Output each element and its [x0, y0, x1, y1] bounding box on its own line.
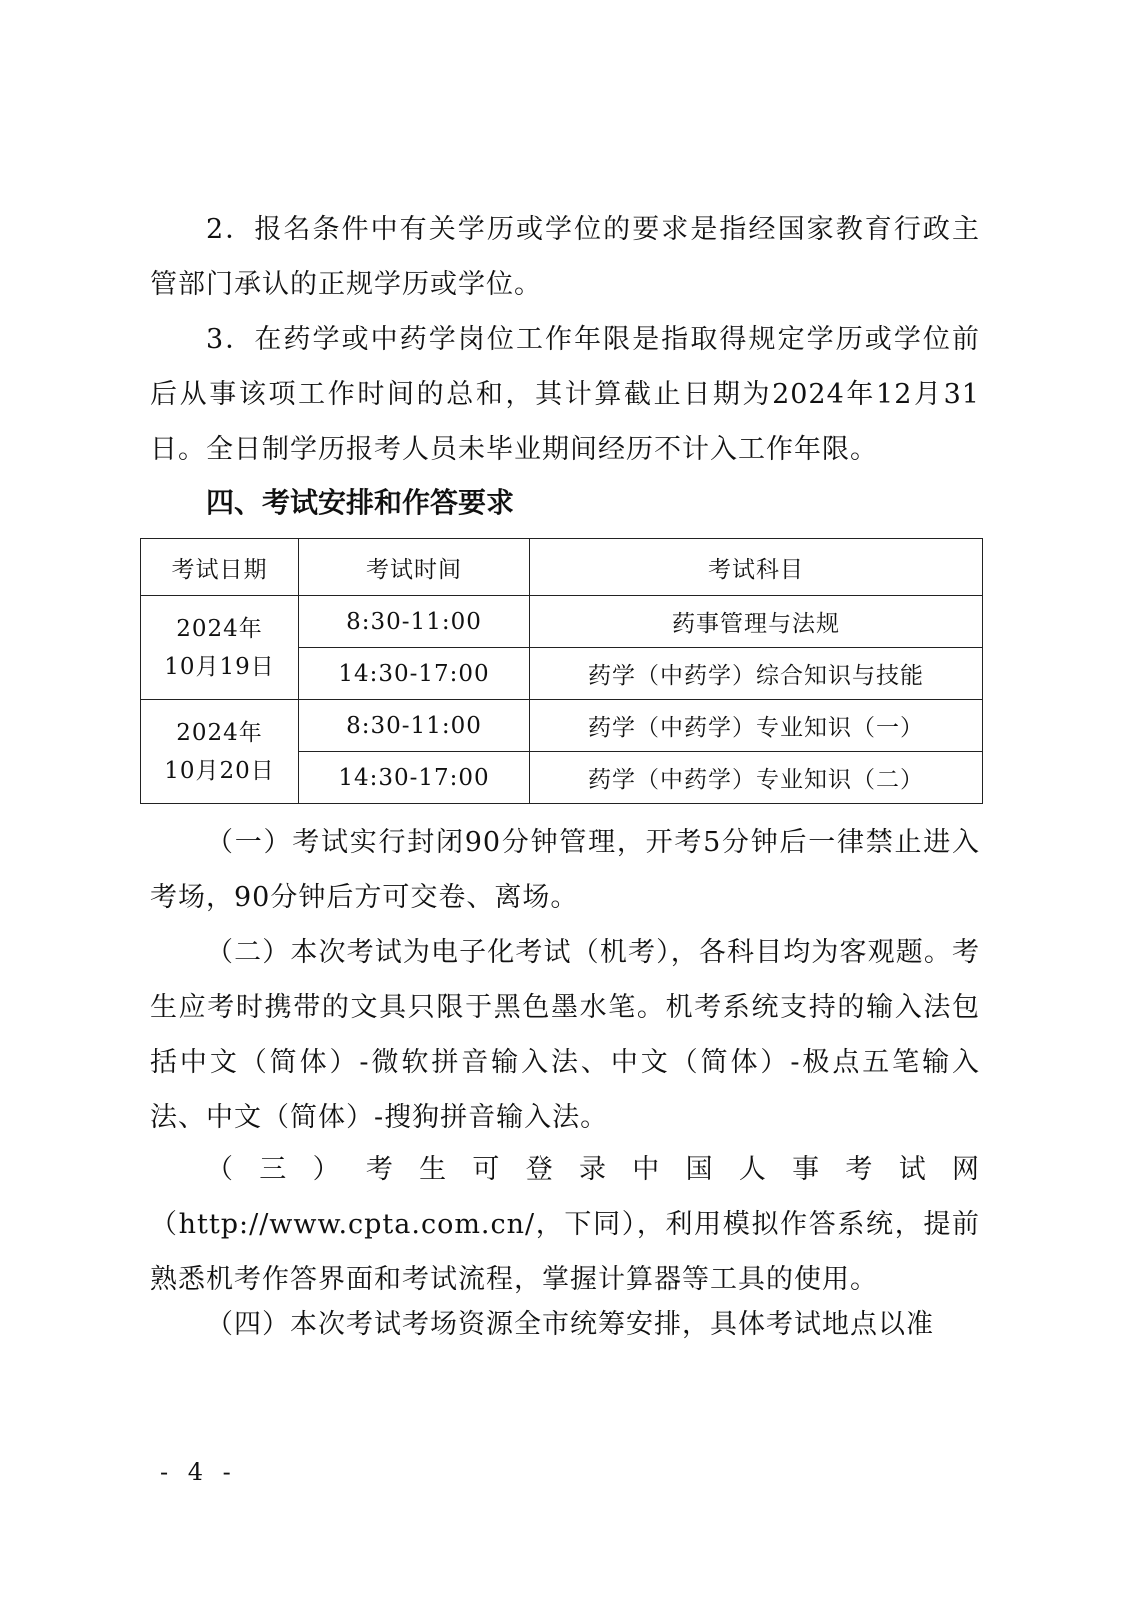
section-heading-exam-arrangement: 四、考试安排和作答要求	[206, 486, 515, 519]
exam-time-cell: 8:30-11:00	[299, 596, 530, 648]
exam-date-cell	[141, 700, 299, 804]
exam-date-cell	[141, 596, 299, 700]
exam-date-year: 2024年	[176, 615, 263, 642]
header-exam-time: 考试时间	[299, 539, 530, 596]
header-exam-date: 考试日期	[141, 539, 299, 596]
table-row	[141, 700, 983, 752]
exam-date-day: 10月19日	[164, 653, 275, 680]
exam-time-cell: 14:30-17:00	[299, 752, 530, 804]
page-number: - 4 -	[160, 1458, 237, 1486]
paragraph-work-years: 3．在药学或中药学岗位工作年限是指取得规定学历或学位前后从事该项工作时间的总和，其计算截止日期为2024年12月31日。全日制学历报考人员未毕业期间经历不计入工作年限。	[150, 324, 980, 465]
table-header-row	[141, 539, 983, 596]
rule-mock-system: （三）考生可登录中国人事考试网（http://www.cpta.com.cn/，下同），利用模拟作答系统，提前熟悉机考作答界面和考试流程，掌握计算器等工具的使用。	[150, 1154, 980, 1295]
header-exam-subject: 考试科目	[530, 539, 983, 596]
exam-schedule-table	[140, 538, 983, 804]
exam-subject-cell: 药学（中药学）综合知识与技能	[530, 648, 983, 700]
exam-subject-cell: 药学（中药学）专业知识（一）	[530, 700, 983, 752]
exam-subject-cell: 药事管理与法规	[530, 596, 983, 648]
exam-subject-cell: 药学（中药学）专业知识（二）	[530, 752, 983, 804]
paragraph-education-requirement: 2．报名条件中有关学历或学位的要求是指经国家教育行政主管部门承认的正规学历或学位。	[150, 214, 980, 300]
exam-time-cell: 14:30-17:00	[299, 648, 530, 700]
rule-computer-exam: （二）本次考试为电子化考试（机考），各科目均为客观题。考生应考时携带的文具只限于黑色墨水笔。机考系统支持的输入法包括中文（简体）-微软拼音输入法、中文（简体）-极点五笔输入法、中文（简体）-搜狗拼音输入法。	[150, 937, 980, 1133]
table-row	[141, 596, 983, 648]
exam-date-day: 10月20日	[164, 757, 275, 784]
rule-exam-venue: （四）本次考试考场资源全市统筹安排，具体考试地点以准	[206, 1309, 934, 1340]
rule-closed-management: （一）考试实行封闭90分钟管理，开考5分钟后一律禁止进入考场，90分钟后方可交卷、离场。	[150, 827, 980, 913]
exam-time-cell: 8:30-11:00	[299, 700, 530, 752]
exam-date-year: 2024年	[176, 719, 263, 746]
